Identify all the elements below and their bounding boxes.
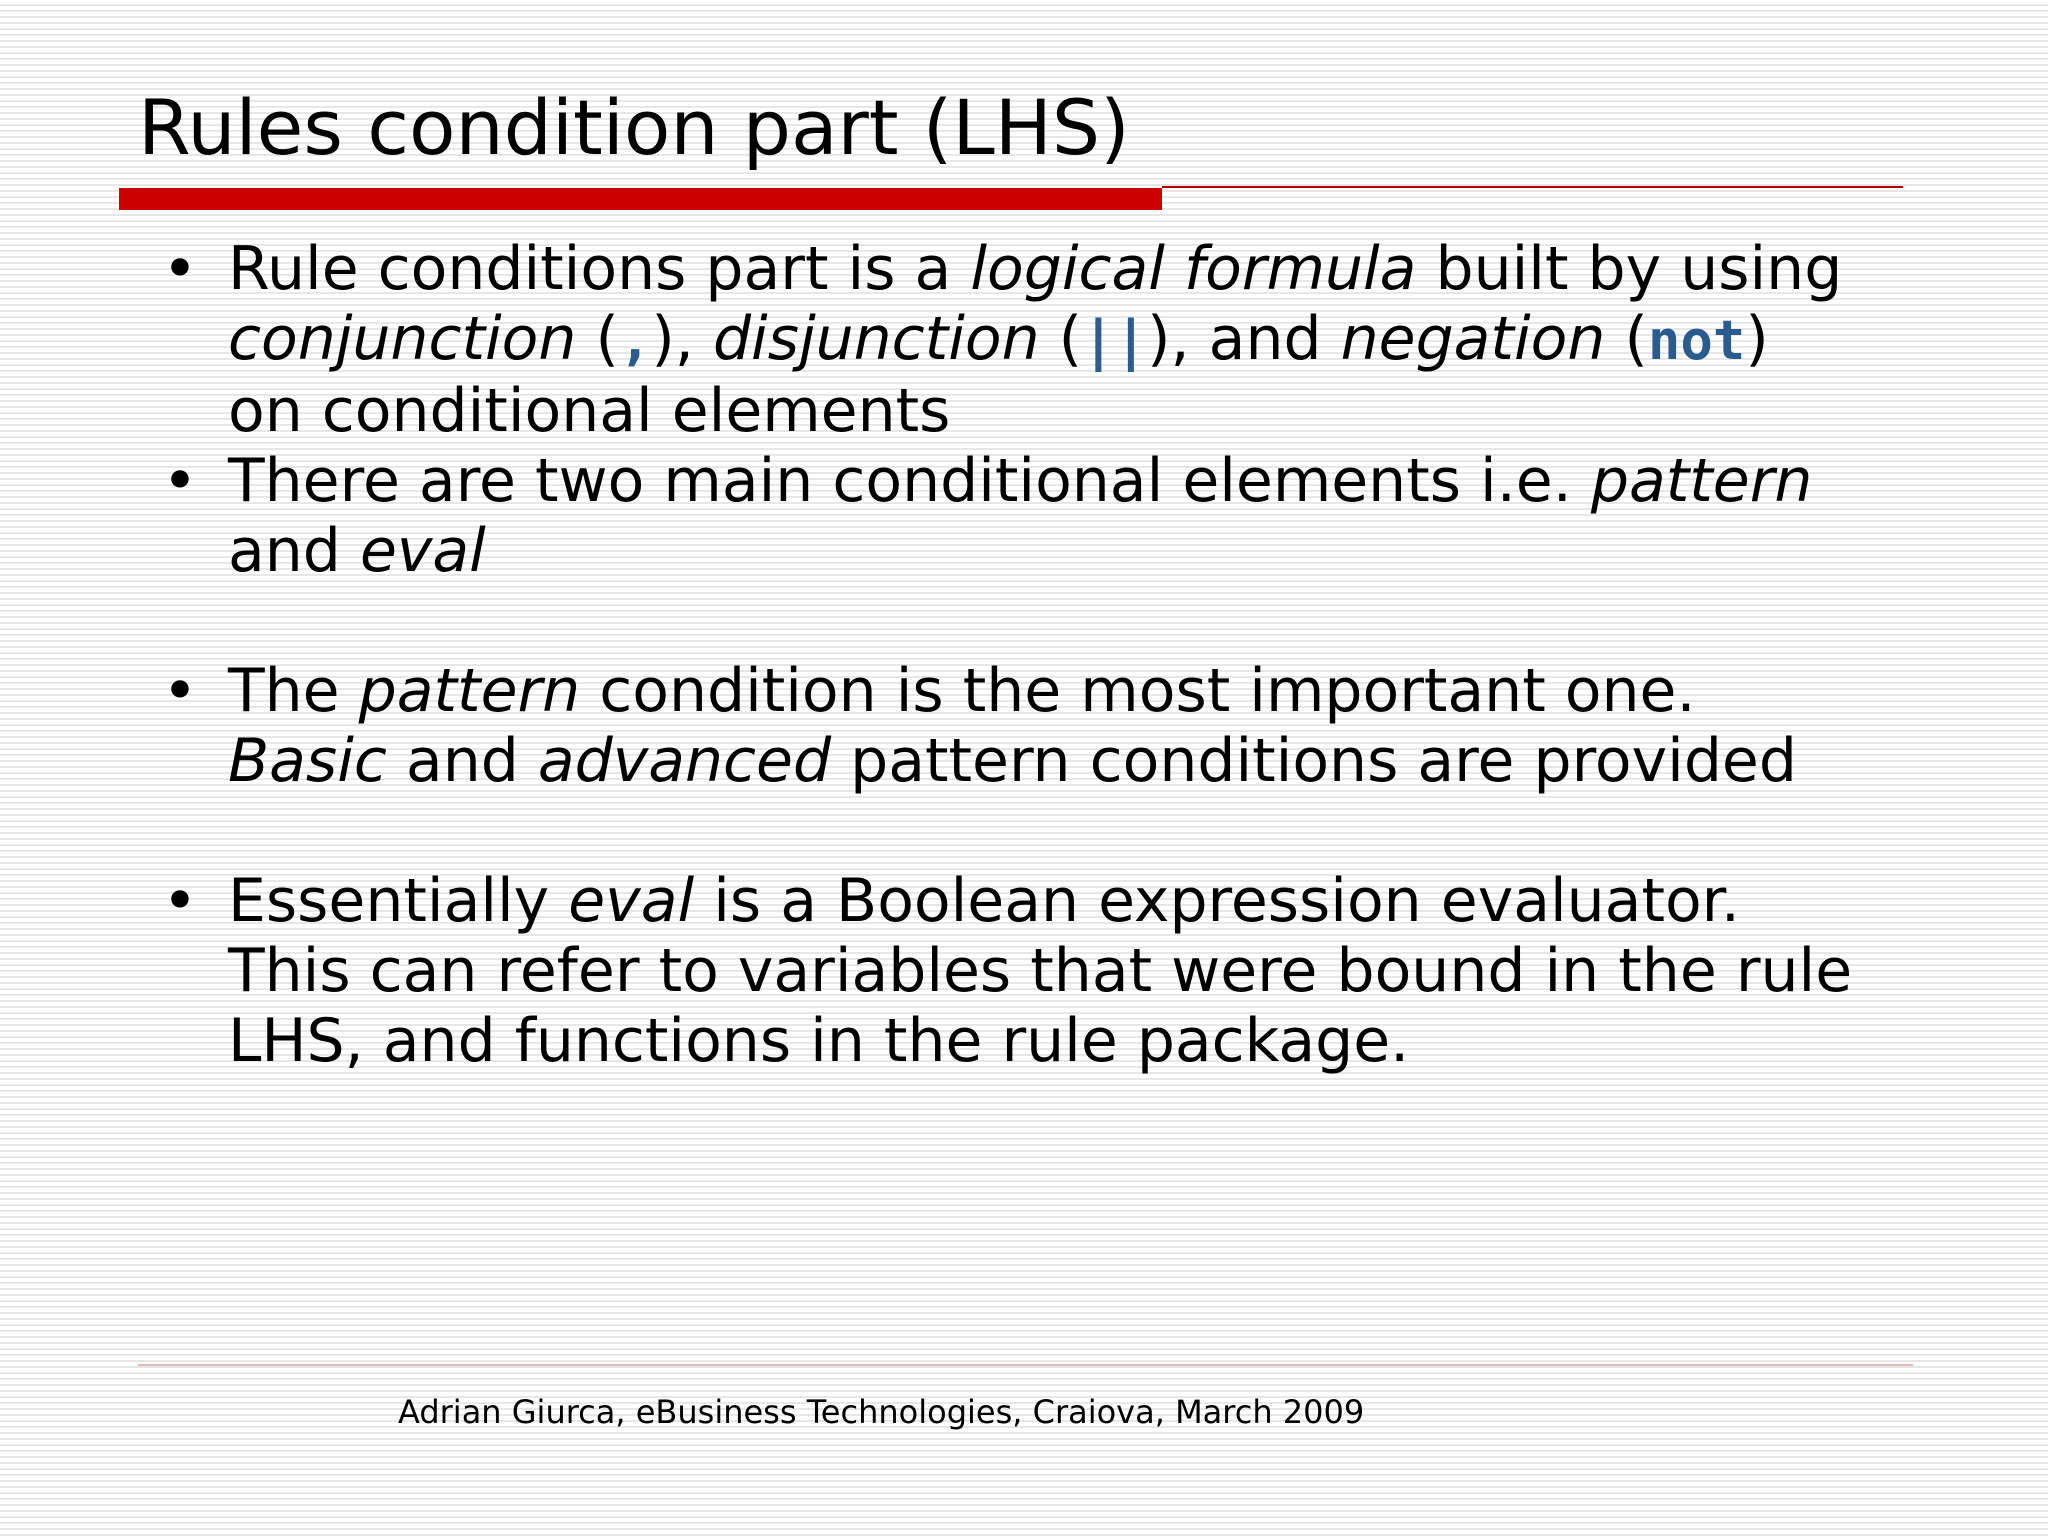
text-run: ( xyxy=(1039,304,1083,374)
bullet-dot-icon: • xyxy=(162,234,198,304)
code-operator: || xyxy=(1082,309,1148,372)
bullet-item xyxy=(160,234,1920,446)
code-operator: not xyxy=(1647,309,1746,372)
bullet-line xyxy=(228,376,1920,446)
title-underline-thin xyxy=(1162,186,1903,188)
emphasis-text: advanced xyxy=(537,726,832,796)
text-run: on conditional elements xyxy=(228,376,951,446)
bullet-item xyxy=(160,656,1920,796)
emphasis-text: pattern xyxy=(1590,446,1813,516)
text-run: and xyxy=(386,726,538,796)
bullet-line xyxy=(228,304,1920,376)
text-run: ), and xyxy=(1147,304,1341,374)
text-run: Rule conditions part is a xyxy=(228,234,971,304)
emphasis-text: Basic xyxy=(228,726,387,796)
bullet-line xyxy=(228,446,1920,516)
bullet-line xyxy=(228,656,1920,726)
bullet-line xyxy=(228,936,1920,1006)
emphasis-text: conjunction xyxy=(228,304,577,374)
emphasis-text: eval xyxy=(359,516,486,586)
bullet-item xyxy=(160,866,1920,1076)
text-run: condition is the most important one. xyxy=(580,656,1696,726)
text-run: Essentially xyxy=(228,866,569,936)
bullet-line xyxy=(228,516,1920,586)
text-run: This can refer to variables that were bound in the rule xyxy=(228,936,1853,1006)
bullet-line xyxy=(228,866,1920,936)
emphasis-text: logical formula xyxy=(970,234,1417,304)
bullet-list xyxy=(160,234,1920,1076)
bullet-dot-icon: • xyxy=(162,866,198,936)
text-run: built by using xyxy=(1416,234,1843,304)
text-run: The xyxy=(228,656,359,726)
bullet-dot-icon: • xyxy=(162,446,198,516)
bullet-dot-icon: • xyxy=(162,656,198,726)
emphasis-text: pattern xyxy=(358,656,581,726)
bullet-line xyxy=(228,1006,1920,1076)
text-run: and xyxy=(228,516,360,586)
text-run: ) xyxy=(1745,304,1769,374)
text-run: There are two main conditional elements i.e. xyxy=(228,446,1591,516)
bullet-line xyxy=(228,726,1920,796)
code-operator: , xyxy=(618,309,652,372)
text-run: ), xyxy=(651,304,713,374)
emphasis-text: negation xyxy=(1340,304,1606,374)
slide-title: Rules condition part (LHS) xyxy=(138,83,1130,172)
footer-text: Adrian Giurca, eBusiness Technologies, Craiova, March 2009 xyxy=(398,1393,1365,1431)
bullet-line xyxy=(228,234,1920,304)
emphasis-text: disjunction xyxy=(712,304,1040,374)
emphasis-text: eval xyxy=(568,866,695,936)
text-run: LHS, and functions in the rule package. xyxy=(228,1006,1410,1076)
text-run: ( xyxy=(1605,304,1648,374)
text-run: ( xyxy=(576,304,619,374)
footer-divider xyxy=(138,1364,1913,1366)
text-run: is a Boolean expression evaluator. xyxy=(694,866,1740,936)
title-underline-thick xyxy=(119,188,1162,210)
text-run: pattern conditions are provided xyxy=(831,726,1797,796)
bullet-item xyxy=(160,446,1920,586)
